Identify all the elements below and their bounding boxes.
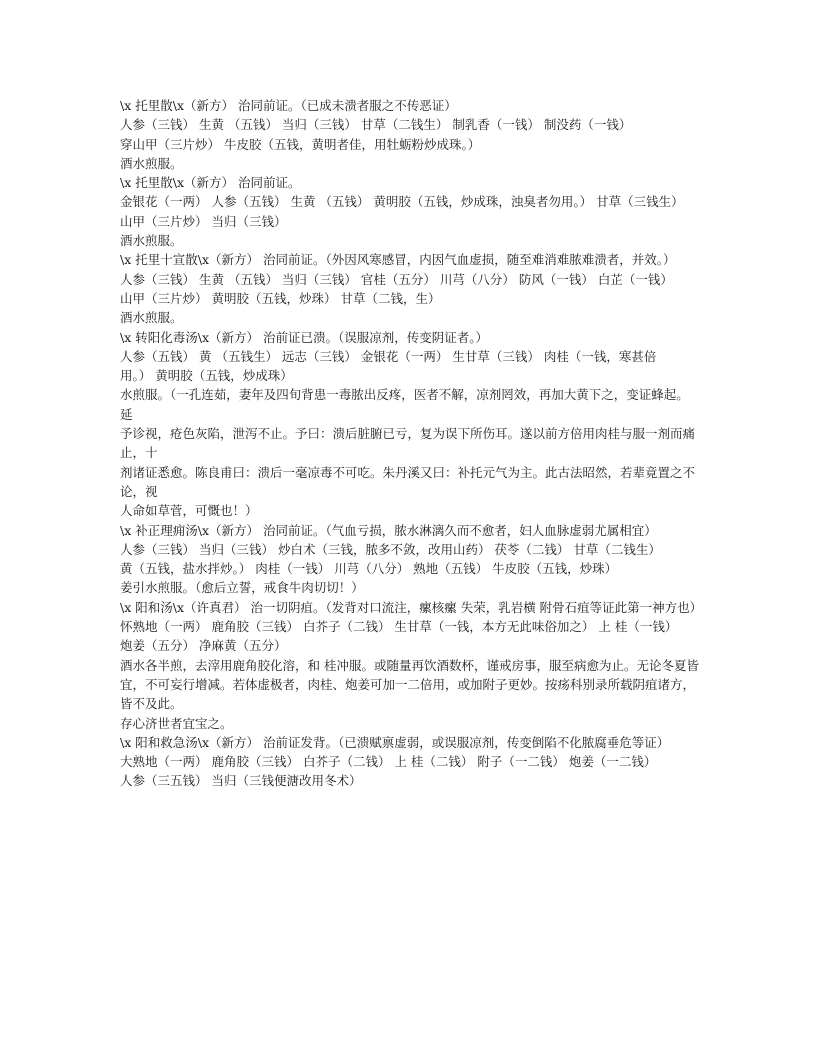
text-line: \x 托里散\x（新方） 治同前证。（已成未溃者服之不传恶证） <box>120 98 457 113</box>
text-line: 剂诸证悉愈。陈良甫曰：溃后一毫凉毒不可吃。朱丹溪又曰：补托元气为主。此古法昭然，若辈竟置之不论，视 <box>120 464 696 499</box>
text-line: 宜，不可妄行增减。若体虚极者，肉桂、炮姜可加一二倍用，或加附子更妙。按疡科别录所载阴疽诸方，皆不及此。 <box>120 676 696 712</box>
text-line: 人参（三钱） 生黄 （五钱） 当归（三钱） 甘草（二钱生） 制乳香（一钱） 制没药（一钱） <box>120 117 632 133</box>
text-line: 人命如草菅，可慨也！） <box>120 503 258 519</box>
text-line: 酒水煎服。 <box>120 310 183 326</box>
text-line: 炮姜（五分） 净麻黄（五分） <box>120 638 287 654</box>
text-line: \x 转阳化毒汤\x（新方） 治前证已溃。（误服凉剂，传变阴证者。） <box>120 329 488 345</box>
text-line: 予诊视，疮色灰陷，泄泻不止。予曰：溃后脏腑已亏，复为误下所伤耳。遂以前方倍用肉桂与服一剂而痛止，十 <box>120 426 696 461</box>
text-line: \x 托里十宣散\x（新方） 治同前证。（外因风寒感冒，内因气血虚损，随至难消难脓难溃者，并效。） <box>120 252 676 268</box>
text-line: 酒水煎服。 <box>120 233 183 249</box>
text-line: 存心济世者宜宝之。 <box>120 715 233 731</box>
text-line: 酒水各半煎，去滓用鹿角胶化溶，和 桂冲服。或随量再饮酒数杯，谨戒房事，服至病愈为止。无论冬夏皆 <box>120 657 699 673</box>
text-line: \x 补正理痈汤\x（新方） 治同前证。（气血亏损，脓水淋漓久而不愈者，妇人血脉虚弱尤属相宜） <box>120 522 657 538</box>
text-line: 酒水煎服。 <box>120 155 183 171</box>
text-line: 山甲（三片炒） 黄明胶（五钱，炒珠） 甘草（二钱，生） <box>120 290 441 306</box>
text-line: \x 阳和汤\x（许真君） 治一切阴疽。（发背对口流注，瘰核瘰 失荣，乳岩横 附骨石疽等证此第一神方也） <box>120 599 703 615</box>
text-line: 人参（三五钱） 当归（三钱便溏改用冬术） <box>120 773 362 789</box>
text-line: \x 托里散\x（新方） 治同前证。 <box>120 175 301 191</box>
document-page <box>120 96 703 791</box>
text-line: 人参（五钱） 黄 （五钱生） 远志（三钱） 金银花（一两） 生甘草（三钱） 肉桂（一钱，寒甚倍 <box>120 348 657 364</box>
text-line: 用。） 黄明胶（五钱，炒成珠） <box>120 368 293 384</box>
text-line: 人参（三钱） 当归（三钱） 炒白术（三钱，脓多不敛，改用山药） 茯苓（二钱） 甘草（二钱生） <box>120 541 661 557</box>
text-line: 黄（五钱，盐水拌炒。） 肉桂（一钱） 川芎（八分） 熟地（五钱） 牛皮胶（五钱，炒珠） <box>120 561 618 577</box>
text-line: 穿山甲（三片炒） 牛皮胶（五钱，黄明者佳，用牡蛎粉炒成珠。） <box>120 136 481 152</box>
text-line: 人参（三钱） 生黄 （五钱） 当归（三钱） 官桂（五分） 川芎（八分） 防风（一钱） 白芷（一钱） <box>120 271 673 287</box>
text-line: \x 阳和救急汤\x（新方） 治前证发背。（已溃赋禀虚弱，或误服凉剂，传变倒陷不化脓腐垂危等证） <box>120 734 670 750</box>
text-line: 怀熟地（一两） 鹿角胶（三钱） 白芥子（二钱） 生甘草（一钱，本方无此味俗加之） 上 桂（一钱） <box>120 619 678 635</box>
text-line: 金银花（一两） 人参（五钱） 生黄 （五钱） 黄明胶（五钱，炒成珠，浊臭者勿用。） 甘草（三钱生） <box>120 194 684 210</box>
text-line: 山甲（三片炒） 当归（三钱） <box>120 213 287 229</box>
text-line: 姜引水煎服。（愈后立誓，戒食牛肉切切！） <box>120 580 364 596</box>
text-line: 大熟地（一两） 鹿角胶（三钱） 白芥子（二钱） 上 桂（二钱） 附子（一二钱） 炮姜（一二钱） <box>120 754 657 770</box>
text-line: 水煎服。（一孔连茹，妻年及四旬背患一毒脓出反疼，医者不解，凉剂罔效，再加大黄下之，变证蜂起。延 <box>120 387 689 422</box>
